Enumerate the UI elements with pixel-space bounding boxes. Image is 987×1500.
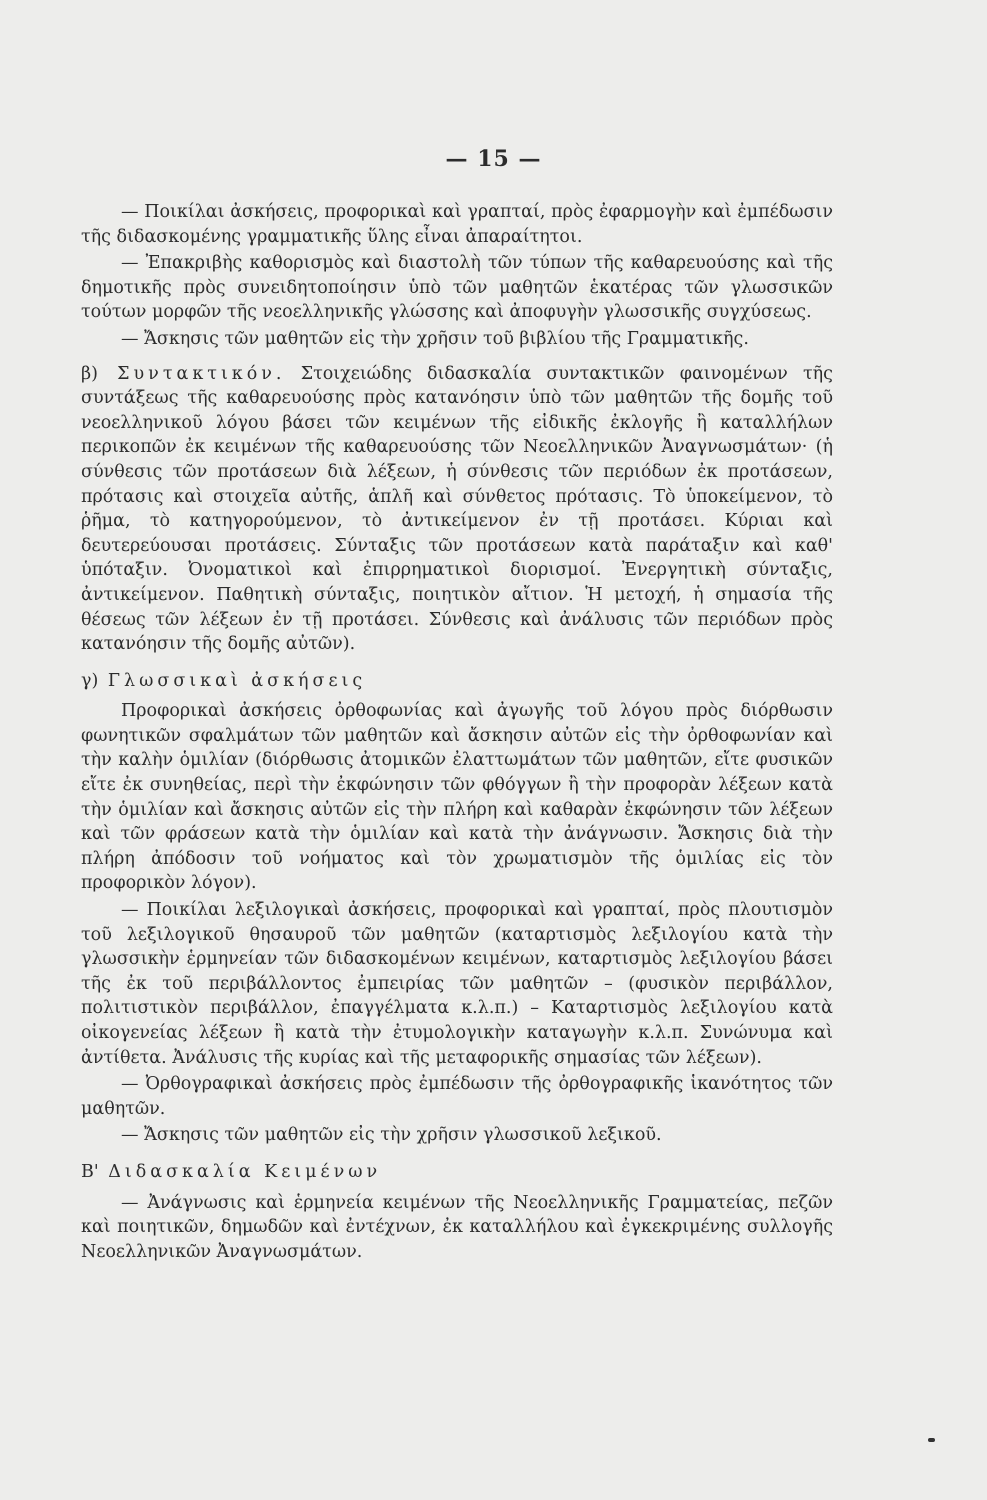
section-language-title: Γλωσσικαὶ ἀσκήσεις bbox=[107, 670, 367, 691]
page-number: — 15 — bbox=[445, 146, 542, 172]
paragraph-spelling-exercises: — Ὀρθογραφικαὶ ἀσκήσεις πρὸς ἐμπέδωσιν τῆς ὀρθογραφικῆς ἱκανότητος τῶν μαθητῶν. bbox=[81, 1074, 833, 1119]
paragraph-vocabulary-exercises: — Ποικίλαι λεξιλογικαὶ ἀσκήσεις, προφορικαὶ καὶ γραπταί, πρὸς πλουτισμὸν τοῦ λεξιλογικοῦ θησαυροῦ τῶν μαθητῶν (καταρτισμὸς λεξιλογίου κατὰ τὴν γλωσσικὴν ἑρμηνείαν τῶν διδασκομένων κειμένων, καταρτισμὸς λεξιλογίου βάσει τῆς ἐκ τοῦ περιβάλλοντος ἐμπειρίας τῶν μαθητῶν – (φυσικὸν περιβάλλον, πολιτιστικὸν περιβάλλον, ἐπαγγέλματα κ.λ.π.) – Καταρτισμὸς λεξιλογίου κατὰ οἰκογενείας λέξεων ἢ κατὰ τὴν ἐτυμολογικὴν καταγωγὴν κ.λ.π. Συνώνυμα καὶ ἀντίθετα. Ἀνάλυσις τῆς κυρίας καὶ τῆς μεταφορικῆς σημασίας τῶν λέξεων). bbox=[81, 900, 833, 1068]
paragraph-reading-texts: — Ἀνάγνωσις καὶ ἑρμηνεία κειμένων τῆς Νεοελληνικῆς Γραμματείας, πεζῶν καὶ ποιητικῶν, δημωδῶν καὶ ἐντέχνων, ἐκ καταλλήλου καὶ ἐγκεκριμένης συλλογῆς Νεοελληνικῶν Ἀναγνωσμάτων. bbox=[81, 1192, 833, 1262]
section-language-exercises-heading bbox=[81, 669, 833, 694]
paragraph-oral-exercises: Προφορικαὶ ἀσκήσεις ὀρθοφωνίας καὶ ἀγωγῆς τοῦ λόγου πρὸς διόρθωσιν φωνητικῶν σφαλμάτων τῶν μαθητῶν καὶ ἄσκησιν αὐτῶν εἰς τὴν ὀρθοφωνίαν καὶ τὴν καλὴν ὁμιλίαν (διόρθωσις ἀτομικῶν ἐλαττωμάτων τῶν μαθητῶν, εἴτε φυσικῶν εἴτε ἐκ συνηθείας, περὶ τὴν ἐκφώνησιν τῶν φθόγγων ἢ τὴν προφορὰν λέξεων κατὰ τὴν ὁμιλίαν καὶ ἄσκησις αὐτῶν εἰς τὴν πλήρη καὶ καθαρὰν ἐκφώνησιν τῶν λέξεων καὶ τῶν φράσεων κατὰ τὴν ὁμιλίαν καὶ κατὰ τὴν ἀνάγνωσιν. Ἄσκησις διὰ τὴν πλήρη ἀπόδοσιν τοῦ νοήματος καὶ τὸν χρωματισμὸν τῆς ὁμιλίας εἰς τὸν προφορικὸν λόγον). bbox=[81, 701, 833, 894]
paragraph-grammar-book-use: — Ἄσκησις τῶν μαθητῶν εἰς τὴν χρῆσιν τοῦ βιβλίου τῆς Γραμματικῆς. bbox=[121, 328, 749, 349]
section-syntax-text: Στοιχειώδης διδασκαλία συντακτικῶν φαινομένων τῆς συντάξεως τῆς καθαρευούσης πρὸς κατανόησιν ὑπὸ τῶν μαθητῶν τῆς δομῆς τοῦ νεοελληνικοῦ λόγου βάσει τῶν κειμένων τῆς εἰδικῆς ἐκλογῆς ἢ καταλλήλων περικοπῶν ἐκ κειμένων τῆς καθαρευούσης τῶν Νεοελληνικῶν Ἀναγνωσμάτων· (ἡ σύνθεσις τῶν προτάσεων διὰ λέξεων, ἡ σύνθεσις τῶν περιόδων ἐκ προτάσεων, πρότασις καὶ στοιχεῖα αὐτῆς, ἁπλῆ καὶ σύνθετος πρότασις. Τὸ ὑποκείμενον, τὸ ῥῆμα, τὸ κατηγορούμενον, τὸ ἀντικείμενον ἐν τῇ προτάσει. Κύριαι καὶ δευτερεύουσαι προτάσεις. Σύνταξις τῶν προτάσεων κατὰ παράταξιν καὶ καθ' ὑπόταξιν. Ὀνοματικοὶ καὶ ἐπιρρηματικοὶ διορισμοί. Ἐνεργητικὴ σύνταξις, ἀντικείμενον. Παθητικὴ σύνταξις, ποιητικὸν αἴτιον. Ἡ μετοχή, ἡ σημασία τῆς θέσεως τῶν λέξεων ἐν τῇ προτάσει. Σύνθεσις καὶ ἀνάλυσις τῶν περιόδων πρὸς κατανόησιν τῆς δομῆς αὐτῶν). bbox=[81, 363, 833, 655]
paragraph-dictionary-use: — Ἄσκησις τῶν μαθητῶν εἰς τὴν χρῆσιν γλωσσικοῦ λεξικοῦ. bbox=[121, 1125, 662, 1146]
section-syntax-title: Συντακτικόν. bbox=[117, 363, 286, 384]
ink-speck bbox=[928, 1438, 935, 1442]
section-syntax-label: β) bbox=[81, 363, 98, 384]
section-language-label: γ) bbox=[81, 670, 99, 691]
section-syntax bbox=[81, 362, 833, 657]
section-text-teaching-title: Διδασκαλία Κειμένων bbox=[108, 1161, 382, 1182]
paragraph-grammar-exercises: — Ποικίλαι ἀσκήσεις, προφορικαὶ καὶ γραπταί, πρὸς ἐφαρμογὴν καὶ ἐμπέδωσιν τῆς διδασκομένης γραμματικῆς ὕλης εἶναι ἀπαραίτητοι. bbox=[81, 202, 833, 247]
page-body bbox=[81, 200, 833, 1264]
paragraph-forms-distinction: — Ἐπακριβὴς καθορισμὸς καὶ διαστολὴ τῶν τύπων τῆς καθαρευούσης καὶ τῆς δημοτικῆς πρὸς συνειδητοποίησιν ὑπὸ τῶν μαθητῶν ἑκατέρας τῶν γλωσσικῶν τούτων μορφῶν τῆς νεοελληνικῆς γλώσσης καὶ ἀποφυγὴν γλωσσικῆς συγχύσεως. bbox=[81, 253, 833, 323]
section-text-teaching-heading bbox=[81, 1160, 833, 1185]
section-text-teaching-label: Β' bbox=[81, 1161, 99, 1182]
